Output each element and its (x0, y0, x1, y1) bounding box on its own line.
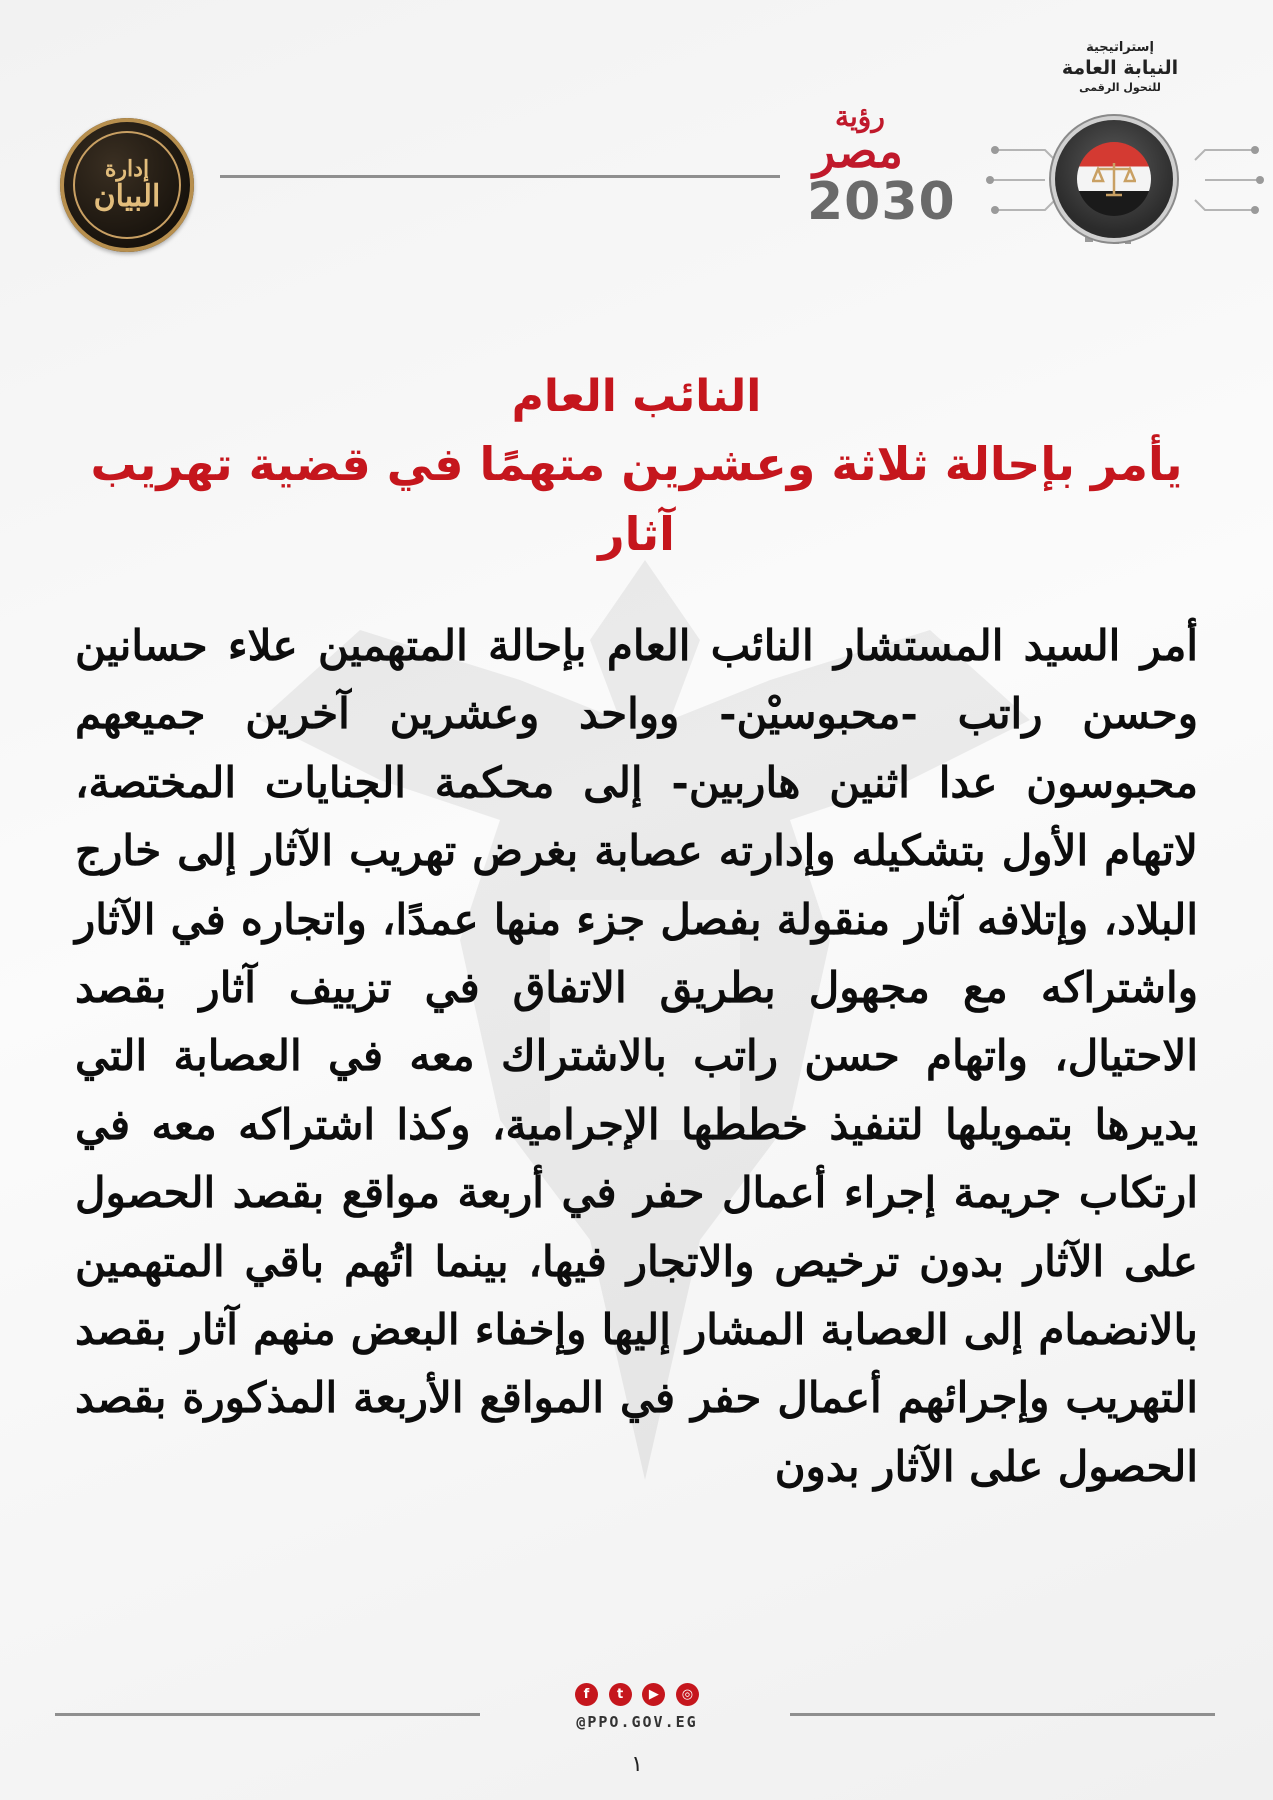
title-line1: النائب العام (511, 371, 762, 422)
header-rule-left (220, 175, 780, 178)
press-release-title (60, 365, 1213, 569)
youtube-icon[interactable]: ▶ (642, 1683, 665, 1706)
ppo-strategy-line2: النيابة العامة (1061, 57, 1179, 79)
media-administration-logo (60, 118, 194, 252)
vision-tag: رؤية (835, 100, 885, 133)
ppo-strategy-label (1020, 40, 1220, 94)
social-handle[interactable]: @PPO.GOV.EG (576, 1713, 698, 1731)
scales-of-justice-icon (1092, 159, 1136, 199)
title-line2: يأمر بإحالة ثلاثة وعشرين متهمًا في قضية تهريب آثار (90, 437, 1183, 561)
egypt-vision-2030-logo (795, 100, 975, 230)
vision-year: 2030 (807, 172, 956, 232)
ppo-strategy-line1: إستراتيجية (1086, 40, 1154, 55)
media-admin-line2: البيان (93, 179, 161, 214)
flag-scales-icon (1077, 142, 1151, 216)
footer-rule-right (790, 1713, 1215, 1716)
letterhead (0, 0, 1273, 270)
social-links (575, 1683, 699, 1706)
instagram-icon[interactable]: ◎ (676, 1683, 699, 1706)
ppo-strategy-line3: للتحول الرقمى (1079, 81, 1161, 94)
twitter-icon[interactable]: t (609, 1683, 632, 1706)
facebook-icon[interactable]: f (575, 1683, 598, 1706)
vision-word: مصر (813, 124, 903, 178)
public-prosecution-emblem (1055, 120, 1173, 238)
page-number: ١ (631, 1752, 643, 1777)
media-administration-emblem (73, 131, 181, 239)
media-admin-line1: إدارة (104, 156, 150, 182)
footer-rule-left (55, 1713, 480, 1716)
statement-paragraph: أمر السيد المستشار النائب العام بإحالة المتهمين علاء حسانين وحسن راتب -محبوسيْن- وواحد وعشرين آخرين جميعهم محبوسون عدا اثنين هاربين- إلى محكمة الجنايات المختصة، لاتهام الأول بتشكيله وإدارته عصابة بغرض تهريب الآثار إلى خارج البلاد، وإتلافه آثار منقولة بفصل جزء منها عمدًا، واتجاره في الآثار واشتراكه مع مجهول بطريق الاتفاق في تزييف آثار بقصد الاحتيال، واتهام حسن راتب بالاشتراك معه في العصابة التي يديرها بتمويلها لتنفيذ خططها الإجرامية، وكذا اشتراكه معه في ارتكاب جريمة إجراء أعمال حفر في أربعة مواقع بقصد الحصول على الآثار بدون ترخيص والاتجار فيها، بينما اتُهم باقي المتهمين بالانضمام إلى العصابة المشار إليها وإخفاء البعض منهم آثار بقصد التهريب وإجرائهم أعمال حفر في المواقع الأربعة المذكورة بقصد الحصول على الآثار بدون (75, 621, 1198, 1491)
